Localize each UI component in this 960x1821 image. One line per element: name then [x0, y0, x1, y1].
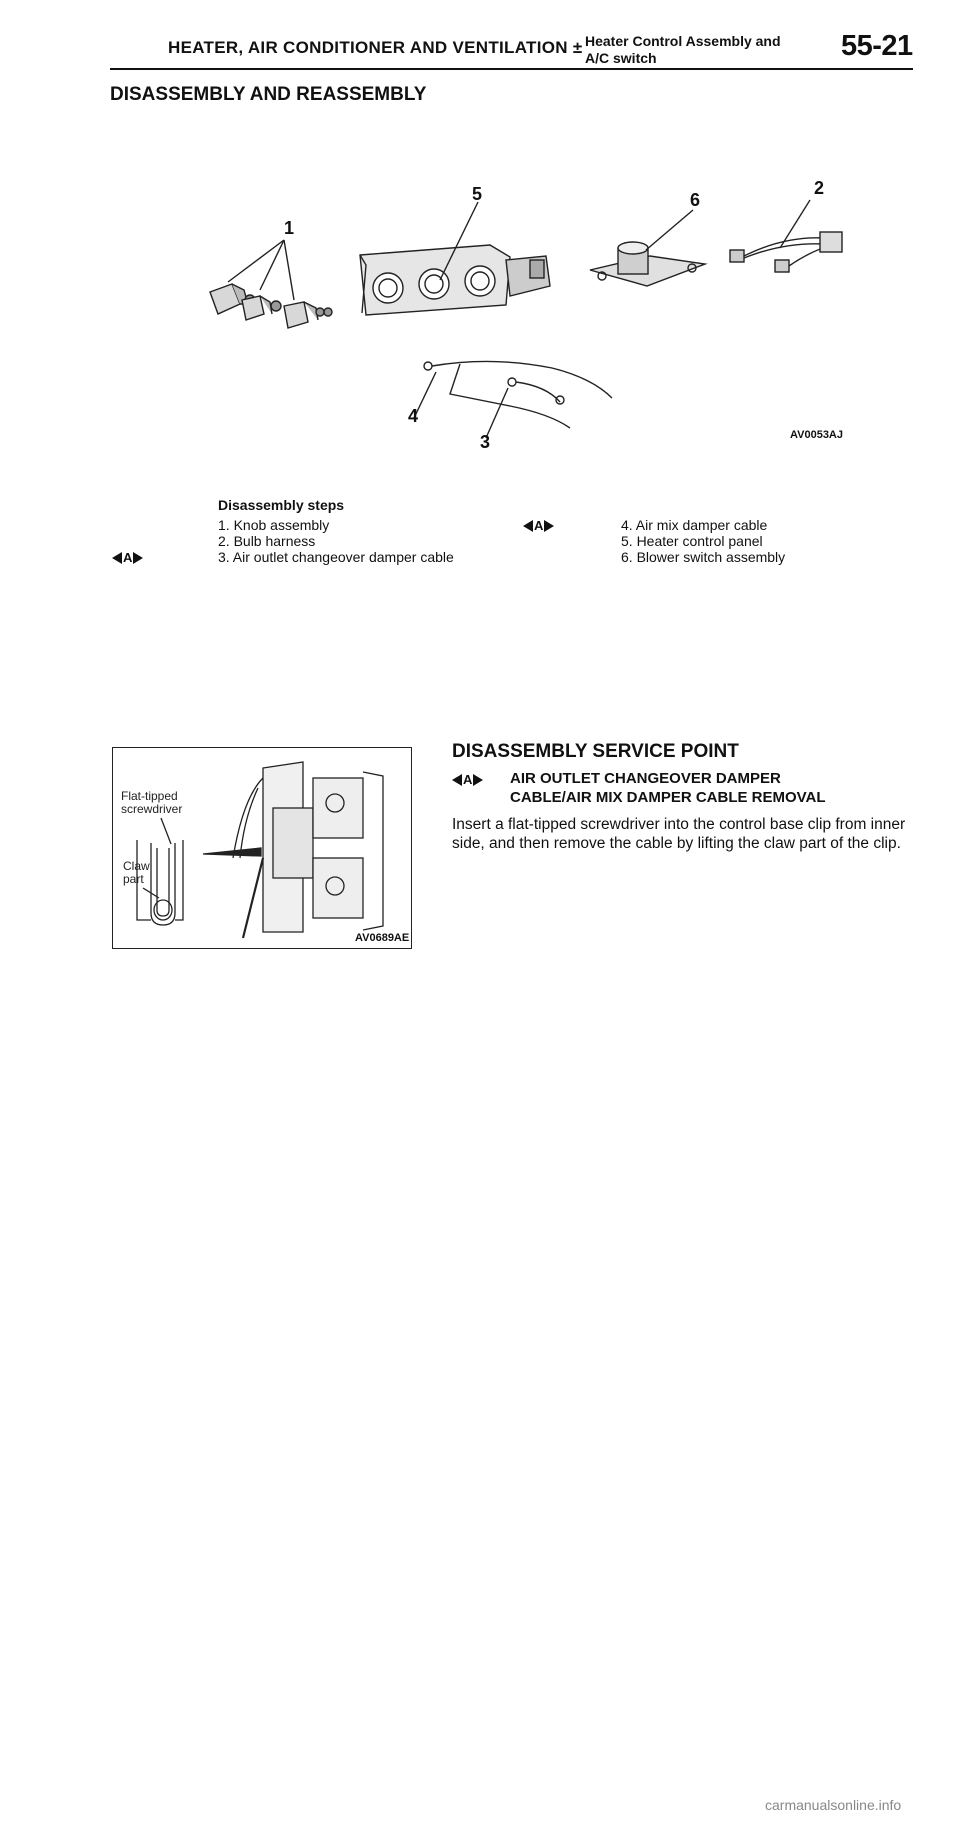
service-point-title: DISASSEMBLY SERVICE POINT	[452, 741, 739, 762]
section-title: DISASSEMBLY AND REASSEMBLY	[110, 84, 427, 105]
damper-cables-illustration	[424, 361, 612, 428]
service-instructions: Insert a flat-tipped screwdriver into the control base clip from inner side, and then remove the cable by lifting the claw part of the clip.	[452, 816, 906, 852]
callout-1: 1	[284, 218, 295, 238]
service-tag-a: A	[452, 772, 483, 787]
callout-2: 2	[814, 178, 825, 198]
step-4: 4. Air mix damper cable	[621, 517, 768, 533]
callout-6: 6	[690, 190, 701, 210]
arrow-left-icon	[452, 774, 462, 786]
knob-assembly-illustration	[210, 284, 332, 328]
step-6: 6. Blower switch assembly	[621, 549, 786, 565]
callout-4: 4	[408, 406, 419, 426]
page-number: 55-21	[841, 30, 913, 62]
label-claw-line2: part	[123, 872, 144, 886]
label-screwdriver-line1: Flat-tipped	[121, 789, 178, 803]
callout-5: 5	[472, 184, 483, 204]
service-subtitle-line2: CABLE/AIR MIX DAMPER CABLE REMOVAL	[510, 789, 826, 806]
callout-3: 3	[480, 432, 491, 450]
arrow-right-icon	[544, 520, 554, 532]
step-3: 3. Air outlet changeover damper cable	[218, 549, 454, 565]
clip-removal-figure	[112, 747, 412, 949]
figure1-code: AV0053AJ	[790, 429, 843, 441]
arrow-right-icon	[133, 552, 143, 564]
arrow-left-icon	[523, 520, 533, 532]
step-5: 5. Heater control panel	[621, 533, 763, 549]
footer-watermark: carmanualsonline.info	[765, 1797, 902, 1813]
arrow-left-icon	[112, 552, 122, 564]
heater-control-panel-illustration	[360, 245, 550, 315]
steps-title: Disassembly steps	[218, 497, 345, 513]
header-rule	[110, 68, 913, 70]
step-2: 2. Bulb harness	[218, 533, 316, 549]
figure2-code: AV0689AE	[355, 932, 410, 944]
service-tag-a-step4: A	[523, 518, 554, 533]
exploded-view-figure	[190, 160, 850, 450]
step-1: 1. Knob assembly	[218, 517, 330, 533]
arrow-right-icon	[473, 774, 483, 786]
label-screwdriver-line2: screwdriver	[121, 802, 183, 816]
header-subtitle-line1: Heater Control Assembly and	[585, 33, 781, 49]
service-subtitle-line1: AIR OUTLET CHANGEOVER DAMPER	[510, 770, 781, 787]
header-subtitle-line2: A/C switch	[585, 50, 657, 66]
service-tag-a-step3: A	[112, 550, 143, 565]
header-title: HEATER, AIR CONDITIONER AND VENTILATION ±	[168, 38, 583, 57]
label-claw-line1: Claw	[123, 859, 150, 873]
